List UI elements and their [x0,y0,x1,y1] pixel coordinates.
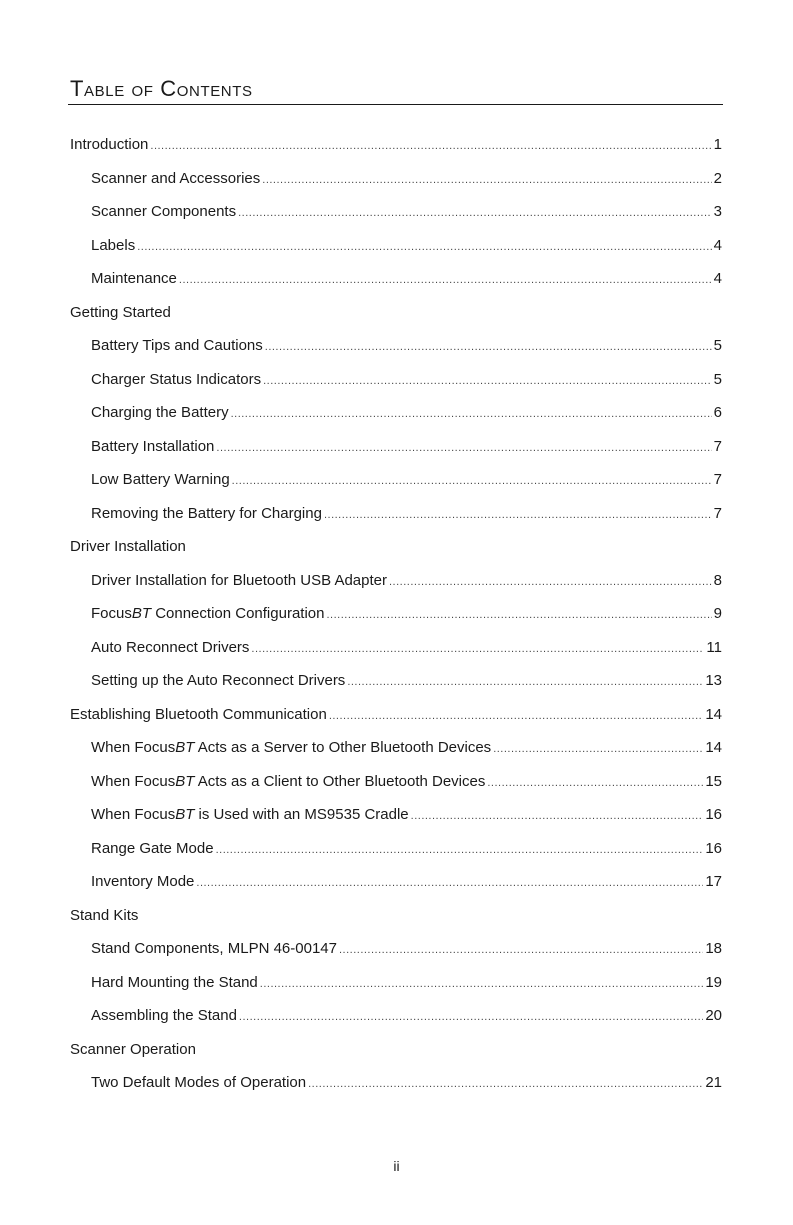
toc-subsection-entry[interactable] [70,932,722,966]
page-title: Table of Contents [70,76,253,101]
toc-entry-title: Charger Status Indicators [91,370,262,388]
table-of-contents [70,128,722,1100]
page-number: ii [393,1158,400,1174]
dot-leader [251,633,704,667]
dot-leader [411,800,704,834]
toc-page-number: 4 [713,236,722,254]
dot-leader [308,1068,703,1102]
toc-entry-title: Driver Installation for Bluetooth USB Adapter [91,571,387,589]
toc-entry-title: Auto Reconnect Drivers [91,638,250,656]
toc-entry-title: Introduction [70,136,149,153]
dot-leader [324,499,712,533]
toc-page-number: 19 [705,973,722,991]
toc-page-number: 11 [706,638,722,656]
toc-entry-title-emphasis: BT [175,806,195,823]
toc-entry-title: Setting up the Auto Reconnect Drivers [91,672,346,689]
toc-page-number: 18 [705,940,722,957]
dot-leader [239,1001,703,1035]
toc-entry-title: Getting Started [70,303,171,321]
dot-leader [339,934,703,968]
toc-page-number: 1 [713,136,722,153]
toc-entry-title-emphasis: BT [131,605,152,622]
toc-entry-title: Removing the Battery for Charging [91,504,322,522]
toc-page-number: 21 [705,1074,722,1091]
toc-entry-title: Labels [91,236,136,254]
toc-subsection-entry[interactable] [70,463,722,497]
toc-entry-title [91,765,485,799]
toc-subsection-entry[interactable] [70,664,722,698]
toc-entry-title-part: Connection Configuration [151,605,325,622]
toc-section-entry[interactable] [70,899,722,933]
toc-section-entry[interactable] [70,530,722,564]
toc-entry-title: Establishing Bluetooth Communication [70,705,327,723]
dot-leader [493,733,703,767]
toc-subsection-entry[interactable] [70,832,722,866]
toc-entry-title: Scanner Operation [70,1040,196,1058]
toc-entry-title: Hard Mounting the Stand [91,973,258,991]
toc-page-number: 15 [705,772,722,790]
toc-subsection-entry[interactable] [70,363,722,397]
title-rule [68,104,723,105]
toc-entry-title: Battery Tips and Cautions [91,337,263,354]
toc-entry-title-emphasis: BT [175,772,195,790]
dot-leader [179,264,712,298]
toc-subsection-entry[interactable] [70,1066,722,1100]
dot-leader [347,666,703,700]
toc-section-entry[interactable] [70,1033,722,1067]
dot-leader [260,968,704,1002]
dot-leader [232,465,712,499]
dot-leader [329,700,704,734]
toc-subsection-entry[interactable] [70,765,722,799]
toc-section-entry[interactable] [70,296,722,330]
dot-leader [389,566,712,600]
toc-entry-title: Stand Components, MLPN 46-00147 [91,940,337,957]
toc-entry-title [91,731,491,765]
toc-entry-title: Range Gate Mode [91,839,214,857]
toc-page-number: 9 [713,605,722,622]
dot-leader [137,231,711,265]
toc-entry-title: Scanner and Accessories [91,169,261,187]
toc-subsection-entry[interactable] [70,597,722,631]
toc-page-number: 6 [713,404,722,421]
toc-subsection-entry[interactable] [70,430,722,464]
toc-entry-title-part: When Focus [91,772,176,790]
toc-subsection-entry[interactable] [70,999,722,1033]
toc-page-number: 7 [713,471,722,488]
toc-entry-title: Assembling the Stand [91,1007,237,1024]
toc-page-number: 5 [713,337,722,354]
toc-entry-title: Two Default Modes of Operation [91,1074,307,1091]
toc-subsection-entry[interactable] [70,195,722,229]
toc-entry-title-part: Acts as a Server to Other Bluetooth Devices [194,739,492,756]
toc-section-entry[interactable] [70,128,722,162]
dot-leader [150,130,711,164]
toc-entry-title: Stand Kits [70,906,139,924]
toc-subsection-entry[interactable] [70,798,722,832]
toc-page-number: 2 [713,169,722,187]
toc-subsection-entry[interactable] [70,162,722,196]
toc-page-number: 14 [705,705,722,723]
toc-subsection-entry[interactable] [70,966,722,1000]
toc-entry-title [91,798,409,832]
toc-entry-title-part: Focus [91,605,132,622]
toc-entry-title-part: is Used with an MS9535 Cradle [194,806,409,823]
toc-entry-title: Driver Installation [70,538,186,555]
dot-leader [196,867,703,901]
toc-page-number: 5 [713,370,722,388]
toc-entry-title: Battery Installation [91,437,215,455]
toc-subsection-entry[interactable] [70,329,722,363]
toc-entry-title [91,597,324,631]
toc-entry-title: Charging the Battery [91,404,229,421]
toc-page-number: 4 [713,270,722,287]
toc-subsection-entry[interactable] [70,396,722,430]
toc-subsection-entry[interactable] [70,865,722,899]
toc-page-number: 14 [705,739,722,756]
toc-entry-title-emphasis: BT [175,739,195,756]
toc-subsection-entry[interactable] [70,564,722,598]
dot-leader [216,834,704,868]
toc-subsection-entry[interactable] [70,731,722,765]
toc-page-number: 16 [705,839,722,857]
toc-entry-title: Inventory Mode [91,873,195,890]
toc-subsection-entry[interactable] [70,229,722,263]
toc-page-number: 17 [705,873,722,890]
dot-leader [265,331,712,365]
toc-entry-title: Scanner Components [91,203,237,220]
dot-leader [487,767,703,801]
toc-page-number: 16 [705,806,722,823]
dot-leader [238,197,712,231]
toc-subsection-entry[interactable] [70,631,722,665]
dot-leader [263,365,712,399]
dot-leader [326,599,711,633]
toc-subsection-entry[interactable] [70,497,722,531]
toc-page-number: 20 [705,1007,722,1024]
toc-entry-title: Maintenance [91,270,177,287]
toc-page-number: 7 [713,504,722,522]
toc-page-number: 8 [713,571,722,589]
toc-entry-title-part: Acts as a Client to Other Bluetooth Devices [194,772,486,790]
dot-leader [262,164,711,198]
toc-section-entry[interactable] [70,698,722,732]
toc-entry-title: Low Battery Warning [91,471,230,488]
dot-leader [216,432,711,466]
toc-page-number: 7 [713,437,722,455]
dot-leader [231,398,712,432]
toc-entry-title-part: When Focus [91,739,176,756]
toc-page-number: 3 [713,203,722,220]
toc-page-number: 13 [705,672,722,689]
toc-subsection-entry[interactable] [70,262,722,296]
toc-entry-title-part: When Focus [91,806,176,823]
